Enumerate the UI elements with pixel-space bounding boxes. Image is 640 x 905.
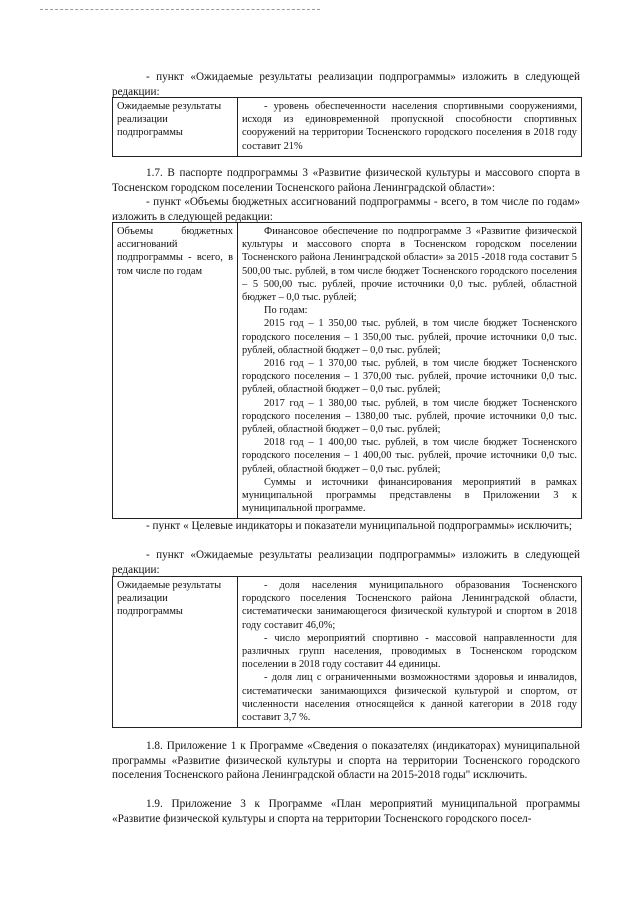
expected-results-value-2 <box>238 577 582 728</box>
paragraph-1-7-item: - пункт «Объемы бюджетных ассигнований подпрограммы - всего, в том числе по годам» изложить в следующей редакции: <box>112 196 580 223</box>
result-item: - доля лиц с ограниченными возможностями здоровья и инвалидов, систематически занимающихся физической культурой и спортом, от численности населения относящейся к данной категории в 2018 году составит 3,7 %. <box>242 672 577 724</box>
expected-results-table-2 <box>112 576 582 728</box>
result-item: - доля населения муниципального образования Тосненского городского поселения Тосненского района Ленинградской области, систематически занимающегося физической культурой и спортом в 2018 году составит 46,0%; <box>242 580 577 631</box>
intro-expected-results: - пункт «Ожидаемые результаты реализации подпрограммы» изложить в следующей редакции: <box>112 71 580 98</box>
result-item: - число мероприятий спортивно - массовой направленности для различных групп населения, проводимых в Тосненском городском поселении в 2018 году составит 44 единицы. <box>242 632 577 671</box>
header-rule <box>40 9 320 10</box>
budget-line: 2018 год – 1 400,00 тыс. рублей, в том числе бюджет Тосненского городского поселения – 1 400,00 тыс. рублей, прочие источники 0,0 тыс. рублей, областной бюджет – 0,0 тыс. рублей; <box>242 437 577 475</box>
expected-results-label: Ожидаемые результаты реализации подпрограммы <box>113 98 238 157</box>
paragraph-1-7: 1.7. В паспорте подпрограммы 3 «Развитие физической культуры и массового спорта в Тосненском городском поселении Тосненского района Ленинградской области»: <box>112 167 580 194</box>
intro-expected-results-2: - пункт «Ожидаемые результаты реализации подпрограммы» изложить в следующей редакции: <box>112 549 580 576</box>
expected-results-table <box>112 97 582 157</box>
expected-results-value: - уровень обеспеченности населения спортивными сооружениями, исходя из единовременной пропускной способности спортивных сооружений на территории Тосненского городского поселения в 2018 году составит 21% <box>238 98 582 157</box>
budget-value <box>238 223 582 519</box>
exclude-indicators-item: - пункт « Целевые индикаторы и показатели муниципальной подпрограммы» исключить; <box>146 520 573 532</box>
paragraph-1-9: 1.9. Приложение 3 к Программе «План мероприятий муниципальной программы «Развитие физической культуры и спорта на территории Тосненского городского посел- <box>112 798 580 825</box>
budget-line: Суммы и источники финансирования мероприятий в рамках муниципальной программы представлены в Приложении 3 к муниципальной программе. <box>242 476 577 515</box>
budget-line: По годам: <box>264 305 308 317</box>
paragraph-1-8: 1.8. Приложение 1 к Программе «Сведения о показателях (индикаторах) муниципальной программы «Развитие физической культуры и спорта на территории Тосненского городского поселения Тосненского района Ленинградской области на 2015-2018 годы" исключить. <box>112 740 580 782</box>
budget-line: 2016 год – 1 370,00 тыс. рублей, в том числе бюджет Тосненского городского поселения – 1 370,00 тыс. рублей, прочие источники 0,0 тыс. рублей, областной бюджет – 0,0 тыс. рублей; <box>242 358 577 396</box>
budget-table <box>112 222 582 519</box>
budget-line: 2015 год – 1 350,00 тыс. рублей, в том числе бюджет Тосненского городского поселения – 1 350,00 тыс. рублей, прочие источники 0,0 тыс. рублей, областной бюджет – 0,0 тыс. рублей; <box>242 318 577 356</box>
budget-label: Объемы бюджетных ассигнований подпрограммы - всего, в том числе по годам <box>113 223 238 519</box>
budget-line: Финансовое обеспечение по подпрограмме 3 «Развитие физической культуры и массового спорта в Тосненском городском поселении Тосненского района Ленинградской области» за 2015 -2018 года составит 5 500,00 тыс. рублей, в том числе бюджет Тосненского городского поселения – 5 500,00 тыс. рублей, прочие источники 0,0 тыс. рублей, областной бюджет – 0,0 тыс. рублей; <box>242 226 577 304</box>
budget-line: 2017 год – 1 380,00 тыс. рублей, в том числе бюджет Тосненского городского поселения – 1380,00 тыс. рублей, прочие источники 0,0 тыс. рублей, областной бюджет – 0,0 тыс. рублей; <box>242 397 577 436</box>
expected-results-label-2: Ожидаемые результаты реализации подпрограммы <box>113 577 238 728</box>
